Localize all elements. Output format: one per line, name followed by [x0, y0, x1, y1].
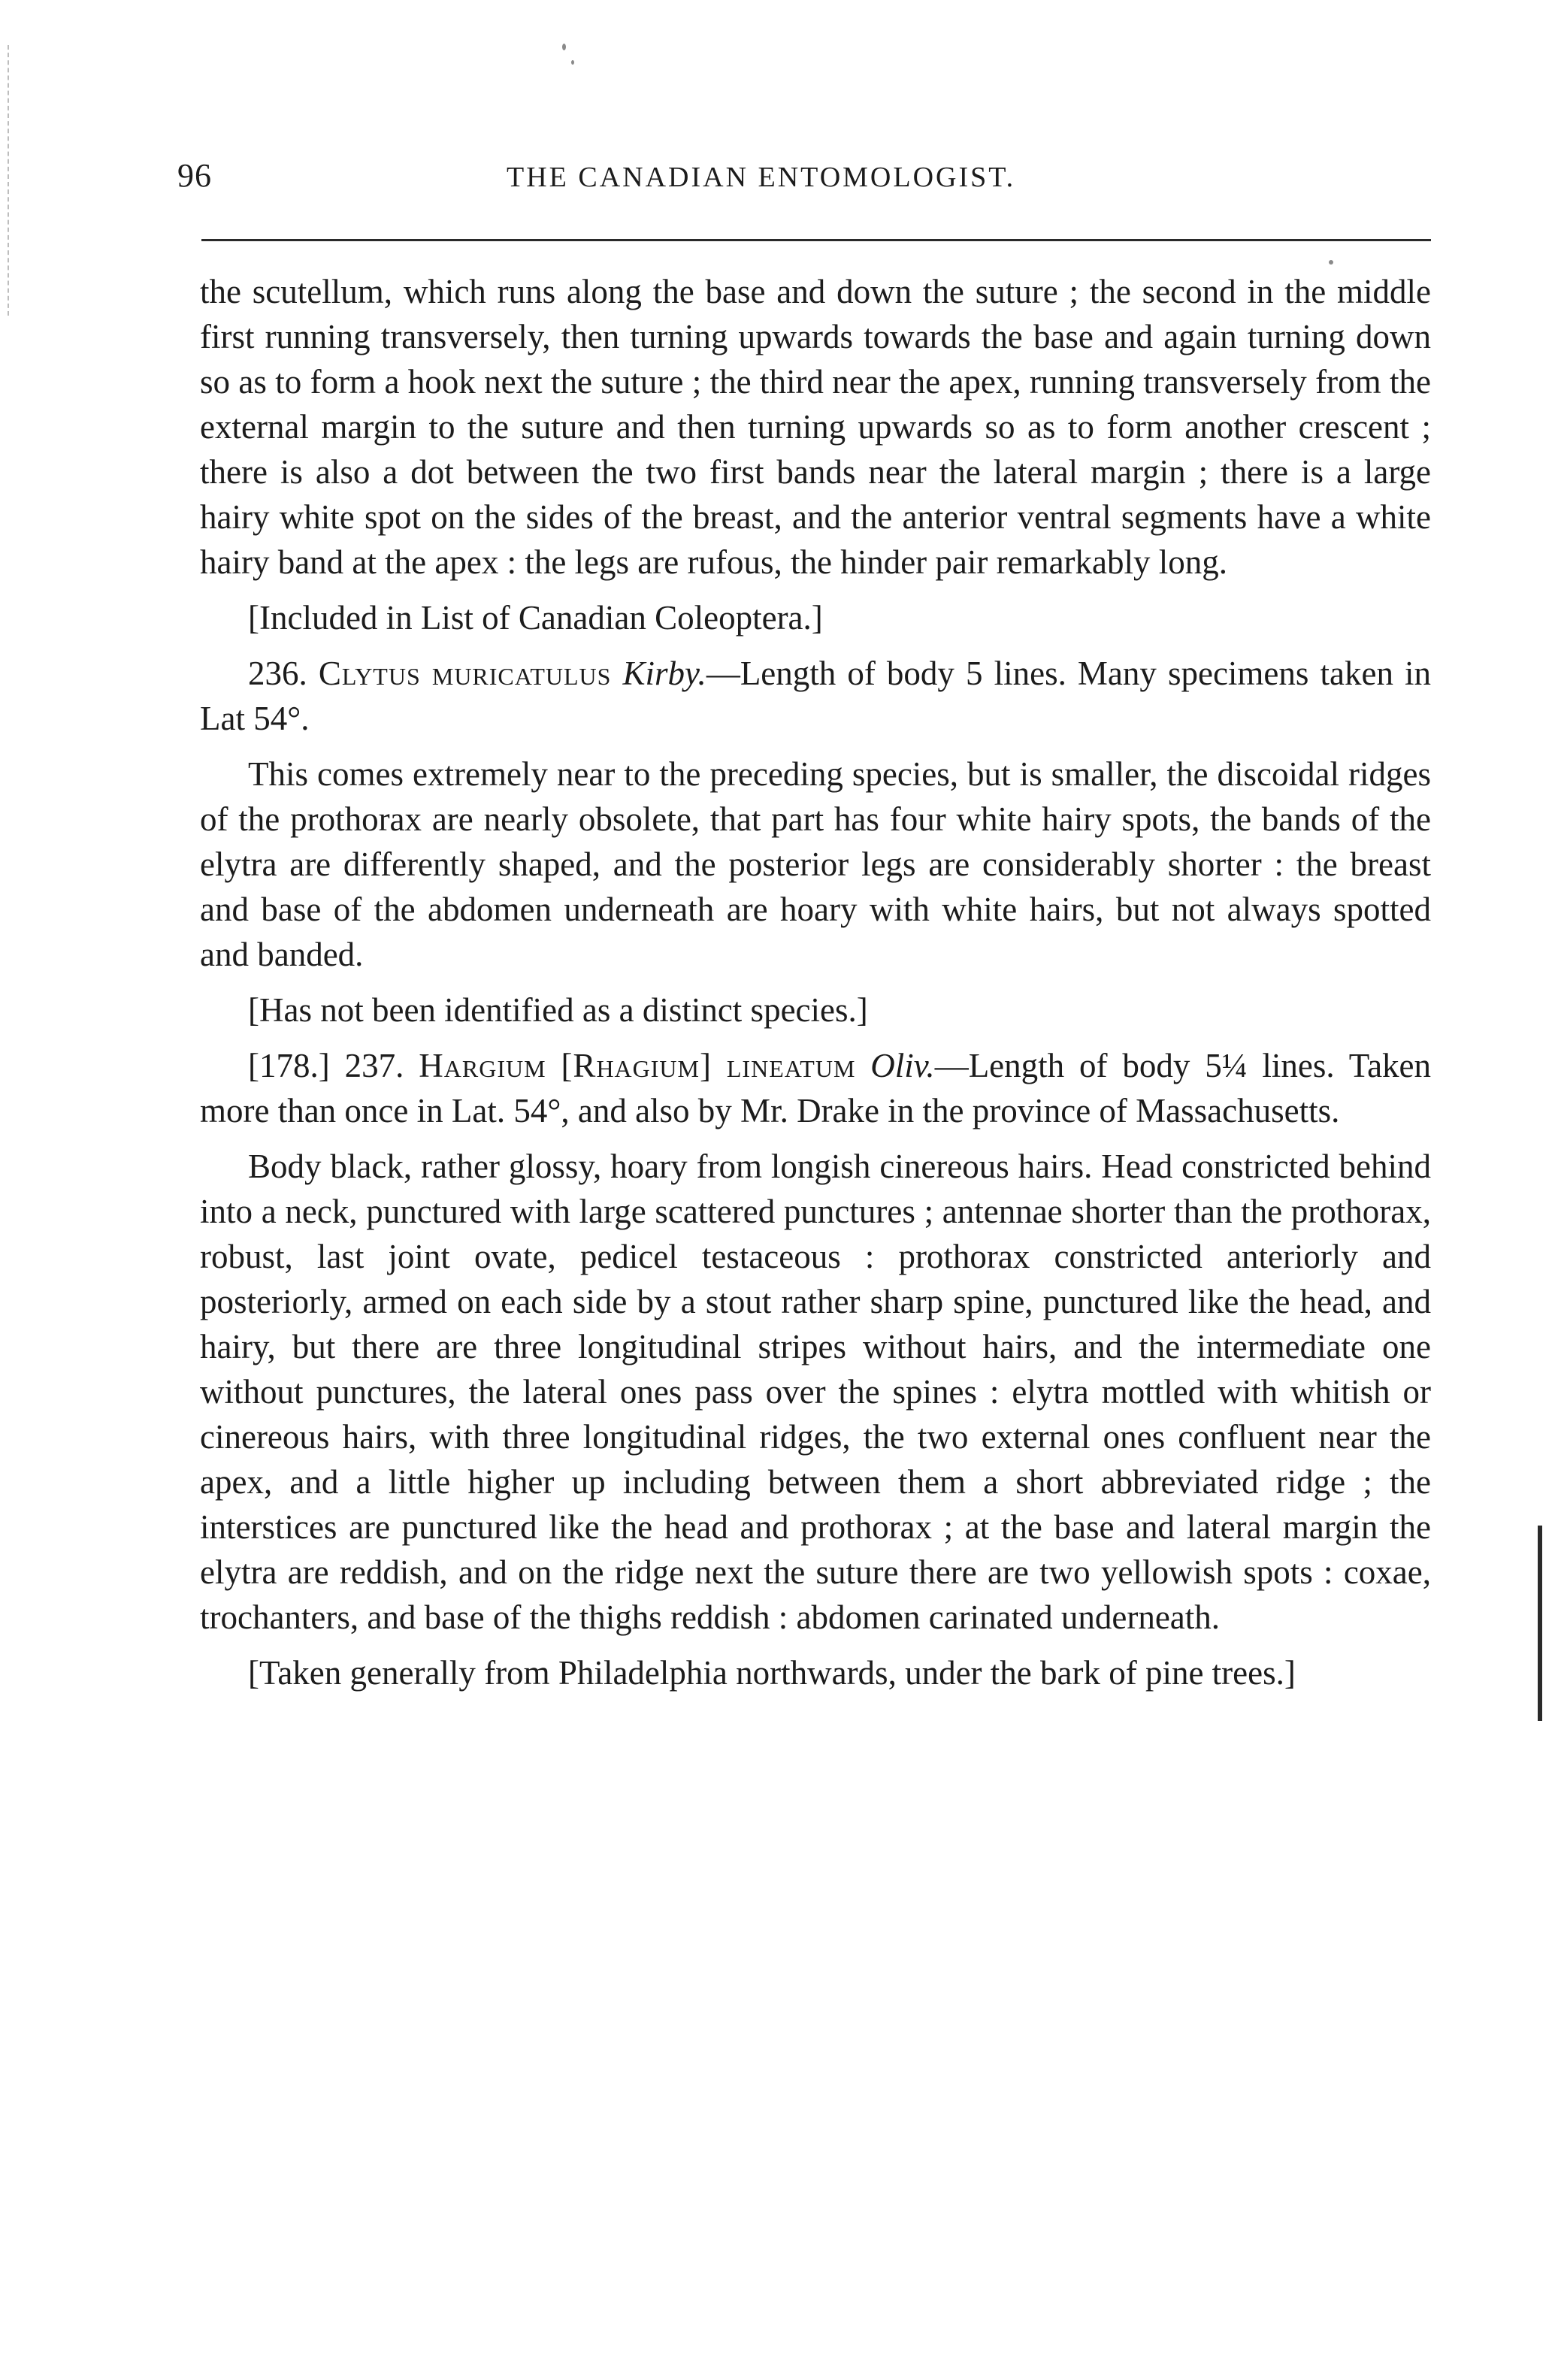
header-rule — [201, 239, 1431, 241]
reference-number: [178.] — [248, 1047, 330, 1084]
entry-text: —Length of body 5 lines. Many specimens taken in Lat 54°. — [200, 655, 1432, 737]
species-name: muricatulus — [431, 655, 612, 692]
scan-speck — [571, 60, 574, 65]
alt-genus-name: [Rhagium] — [561, 1047, 712, 1084]
paragraph: Body black, rather glossy, hoary from longish cinereous hairs. Head constricted behind into a neck, punctured with large scattered punctures ; antennae shorter than the prothorax, robust, last joint ovate, pedicel testaceous : prothorax constricted anteriorly and posteriorly, armed on each side by a stout rather sharp spine, punctured like the head, and hairy, but there are three longitudinal stripes without hairs, and the intermediate one without punctures, the lateral ones pass over the spines : elytra mottled with whitish or cinereous hairs, with three longitudinal ridges, the two external ones confluent near the apex, and a little higher up including between them a short abbreviated ridge ; the interstices are punctured like the head and prothorax ; at the base and lateral margin the elytra are reddish, and on the ridge next the suture there are two yellowish spots : coxae, trochanters, and base of the thighs reddish : abdomen carinated underneath. — [200, 1148, 1431, 1636]
author-name: Kirby. — [622, 655, 706, 692]
scan-edge-mark — [8, 45, 11, 316]
author-name: Oliv. — [870, 1047, 935, 1084]
genus-name: Clytus — [318, 655, 421, 692]
species-entry-237 — [200, 1043, 1431, 1133]
genus-name: Hargium — [419, 1047, 546, 1084]
scan-speck — [1329, 260, 1333, 265]
running-head: THE CANADIAN ENTOMOLOGIST. — [507, 162, 1016, 193]
article-body — [200, 269, 1431, 1706]
page-header — [177, 156, 1429, 201]
paragraph: This comes extremely near to the preceding species, but is smaller, the discoidal ridges of the prothorax are nearly obsolete, that part has four white hairy spots, the bands of the elytra are differently shaped, and the posterior legs are considerably shorter : the breast and base of the abdomen underneath are hoary with white hairs, but not always spotted and banded. — [200, 755, 1431, 973]
species-name: lineatum — [726, 1047, 856, 1084]
entry-number: 236. — [248, 655, 307, 692]
species-entry-236 — [200, 651, 1431, 741]
editorial-note: [Included in List of Canadian Coleoptera.] — [248, 599, 823, 637]
page-number: 96 — [177, 157, 212, 194]
paragraph: the scutellum, which runs along the base and down the suture ; the second in the middle first running transversely, then turning upwards towards the base and again turning down so as to form a hook next the suture ; the third near the apex, running transversely from the external margin to the suture and then turning upwards so as to form another crescent ; there is also a dot between the two first bands near the lateral margin ; there is a large hairy white spot on the sides of the breast, and the anterior ventral segments have a white hairy band at the apex : the legs are rufous, the hinder pair remarkably long. — [200, 273, 1431, 581]
scan-speck — [562, 44, 566, 50]
entry-number: 237. — [344, 1047, 404, 1084]
entry-text: —Length of body 5¼ lines. Taken more than once in Lat. 54°, and also by Mr. Drake in the province of Massachusetts. — [200, 1047, 1432, 1130]
scan-edge-mark — [1538, 1526, 1542, 1721]
editorial-note: [Taken generally from Philadelphia northwards, under the bark of pine trees.] — [248, 1654, 1296, 1692]
editorial-note: [Has not been identified as a distinct species.] — [248, 991, 868, 1029]
